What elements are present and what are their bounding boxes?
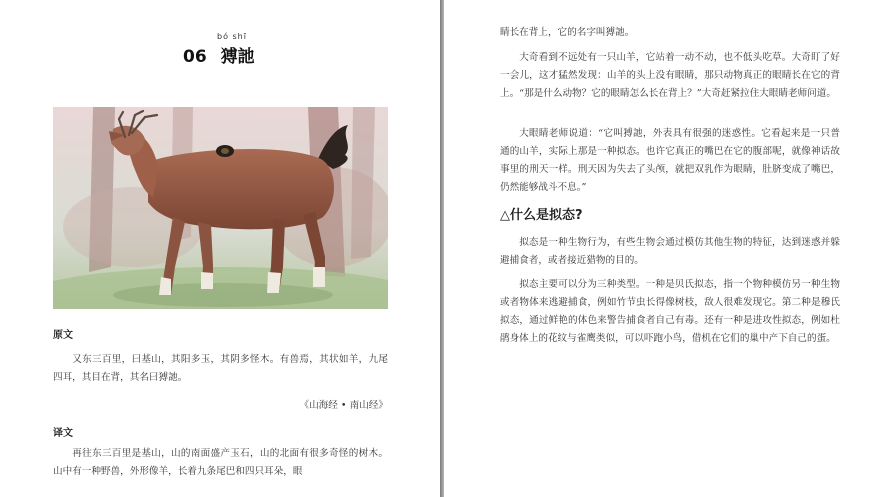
title-pinyin: bó shī: [217, 32, 247, 41]
right-page: [444, 0, 886, 497]
yuanwen-text: 又东三百里，曰基山，其阳多玉，其阴多怪木。有兽焉，其状如羊，九尾四耳，其目在背，其名曰猼訑。: [53, 354, 388, 383]
section-heading: △什么是拟态?: [500, 208, 583, 223]
goat-illustration: [53, 107, 388, 309]
goat-illustration-svg: [53, 107, 388, 309]
paragraph-4: 拟态主要可以分为三种类型。一种是贝氏拟态，指一个物种模仿另一种生物或者物体来逃避捕食，例如竹节虫长得像树枝，敌人很难发现它。第二种是穆氏拟态，通过鲜艳的体色来警告捕食者自己有毒。还有一种是进攻性拟态，例如杜鹃身体上的花纹与雀鹰类似，可以吓跑小鸟，借机在它们的巢中产下自己的蛋。: [500, 279, 840, 344]
yiwen-label: 译文: [53, 428, 73, 439]
yiwen-text: 再往东三百里是基山，山的南面盛产玉石，山的北面有很多奇怪的树木。山中有一种野兽，外形像羊，长着九条尾巴和四只耳朵，眼: [53, 448, 388, 477]
citation: 《山海经 • 南山经》: [299, 400, 388, 411]
yuanwen-label: 原文: [53, 330, 73, 341]
chapter-title: [183, 42, 255, 67]
chapter-title-text: 猼訑: [220, 47, 255, 67]
paragraph-1: 大奇看到不远处有一只山羊，它站着一动不动，也不低头吃草。大奇盯了好一会儿，这才猛然发现：山羊的头上没有眼睛，那只动物真正的眼睛长在它的背上。“那是什么动物？它的眼睛怎么长在背上？”大奇赶紧拉住大眼睛老师问道。: [500, 52, 840, 99]
paragraph-2: 大眼睛老师说道：“它叫猼訑，外表具有很强的迷惑性。它看起来是一只普通的山羊，实际上那是一种拟态。也许它真正的嘴巴在它的腹部呢，就像神话故事里的刑天一样。刑天因为失去了头颅，就把双乳作为眼睛，肚脐变成了嘴巴，仍然能够战斗不息。”: [500, 128, 840, 193]
continuation-text: 睛长在背上，它的名字叫猼訑。: [500, 27, 635, 38]
chapter-number: 06: [183, 47, 207, 67]
paragraph-3: 拟态是一种生物行为，有些生物会通过模仿其他生物的特征，达到迷惑并躲避捕食者，或者接近猎物的目的。: [500, 237, 840, 266]
left-page: [0, 0, 440, 497]
